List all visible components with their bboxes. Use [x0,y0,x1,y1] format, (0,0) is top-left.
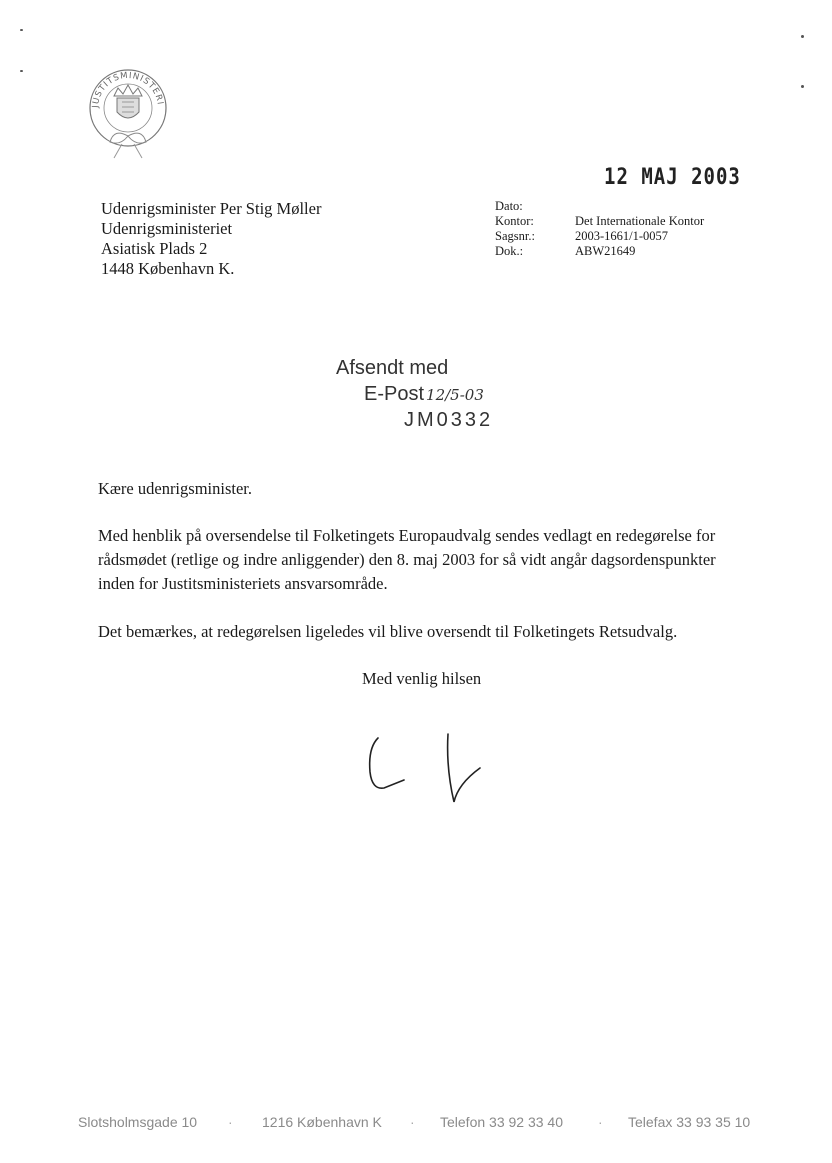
signature-icon [360,728,490,808]
scan-speck [801,35,804,38]
recipient-line: Asiatisk Plads 2 [101,239,208,258]
scan-speck [801,85,804,88]
footer-separator: · [410,1114,415,1130]
seal-text: JUSTITSMINISTERI [90,70,165,109]
stamp-line-afsendt: Afsendt med [336,357,449,379]
salutation: Kære udenrigsminister. [98,479,252,498]
recipient-line: Udenrigsminister Per Stig Møller [101,199,322,218]
label-kontor: Kontor: [495,214,534,228]
reference-values [575,214,704,259]
value-dok: ABW21649 [575,244,636,258]
label-dato: Dato: [495,199,523,213]
ministry-seal [84,66,172,162]
label-sagsnr: Sagsnr.: [495,229,535,243]
scan-speck [20,70,23,72]
email-sent-stamp [336,356,494,431]
footer-fax: Telefax 33 93 35 10 [628,1114,751,1130]
footer-address: Slotsholmsgade 10 [78,1114,198,1130]
received-date-stamp: 12 MAJ 2003 [604,164,741,190]
reference-labels [495,199,535,259]
value-kontor: Det Internationale Kontor [575,214,705,228]
closing: Med venlig hilsen [362,669,482,688]
footer-separator: · [228,1114,233,1130]
stamp-journal-number: JM0332 [404,409,494,431]
stamp-handwritten-date: 12/5-03 [426,386,484,404]
footer-phone: Telefon 33 92 33 40 [440,1114,563,1130]
signature [360,728,490,808]
body-paragraph: Det bemærkes, at redegørelsen ligeledes vil blive oversendt til Folketingets Retsudvalg. [98,622,678,641]
footer-city: 1216 København K [262,1114,382,1130]
value-sagsnr: 2003-1661/1-0057 [575,229,669,243]
recipient-address [101,199,321,279]
crown-crest-icon [84,66,172,162]
footer-separator: · [598,1114,603,1130]
recipient-line: 1448 København K. [101,259,235,278]
body-paragraph: Med henblik på oversendelse til Folketingets Europaudvalg sendes vedlagt en redegørelse for rådsmødet (retlige og indre anliggender) den 8. maj 2003 for så vidt angår dagsordenspunkter inden for Justitsministeriets ansvarsområde. [98,526,716,593]
stamp-line-epost: E-Post [364,383,425,405]
label-dok: Dok.: [495,244,524,258]
scan-speck [20,29,23,31]
recipient-line: Udenrigsministeriet [101,219,233,238]
